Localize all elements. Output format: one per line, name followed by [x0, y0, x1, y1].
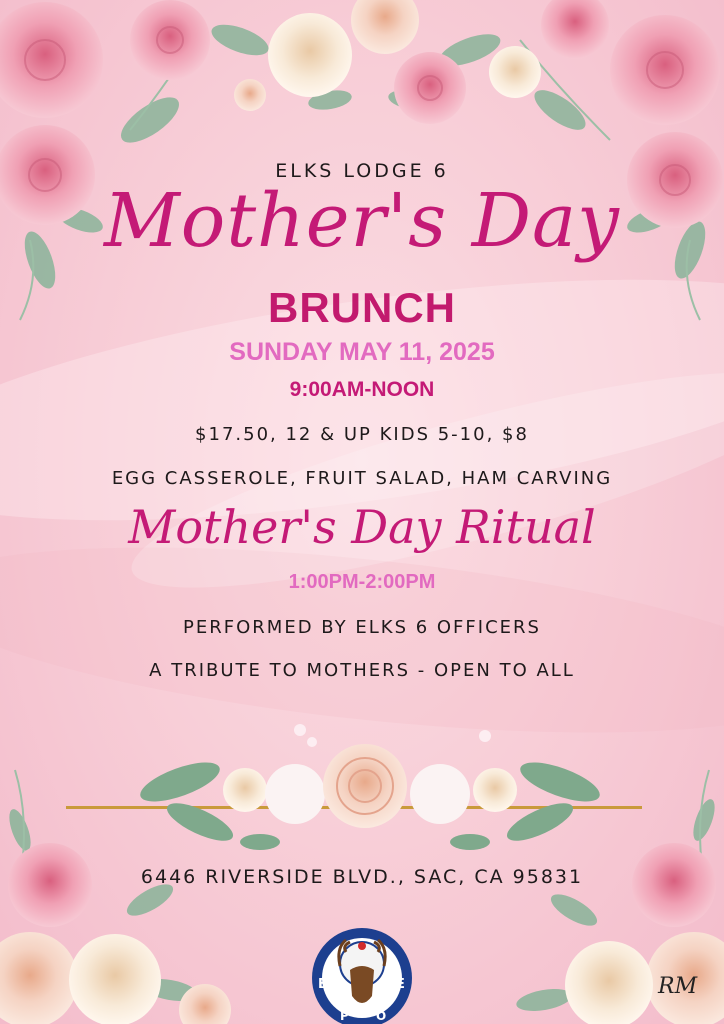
emblem-letter-e: E: [396, 977, 405, 992]
ritual-time: 1:00PM-2:00PM: [288, 571, 436, 593]
event-price: $17.50, 12 & UP KIDS 5-10, $8: [195, 424, 529, 445]
lodge-name: ELKS LODGE 6: [275, 160, 449, 182]
emblem-letter-p: P: [340, 1009, 349, 1023]
event-menu: EGG CASSEROLE, FRUIT SALAD, HAM CARVING: [111, 468, 613, 489]
venue-address: 6446 RIVERSIDE BLVD., SAC, CA 95831: [140, 866, 584, 888]
emblem-letter-b: B: [318, 977, 328, 992]
event-date: SUNDAY MAY 11, 2025: [229, 338, 495, 366]
event-subtitle: BRUNCH: [268, 284, 456, 331]
event-title: Mother's Day: [104, 178, 620, 264]
ritual-title: Mother's Day Ritual: [128, 500, 596, 554]
ritual-tribute: A TRIBUTE TO MOTHERS - OPEN TO ALL: [149, 660, 575, 681]
bpoe-elk-emblem: [310, 926, 414, 1024]
emblem-letter-o: O: [376, 1009, 387, 1023]
artist-signature: RM: [658, 974, 698, 999]
event-time: 9:00AM-NOON: [289, 378, 435, 401]
center-floral-band: [140, 712, 600, 862]
ritual-performed-by: PERFORMED BY ELKS 6 OFFICERS: [183, 617, 541, 638]
